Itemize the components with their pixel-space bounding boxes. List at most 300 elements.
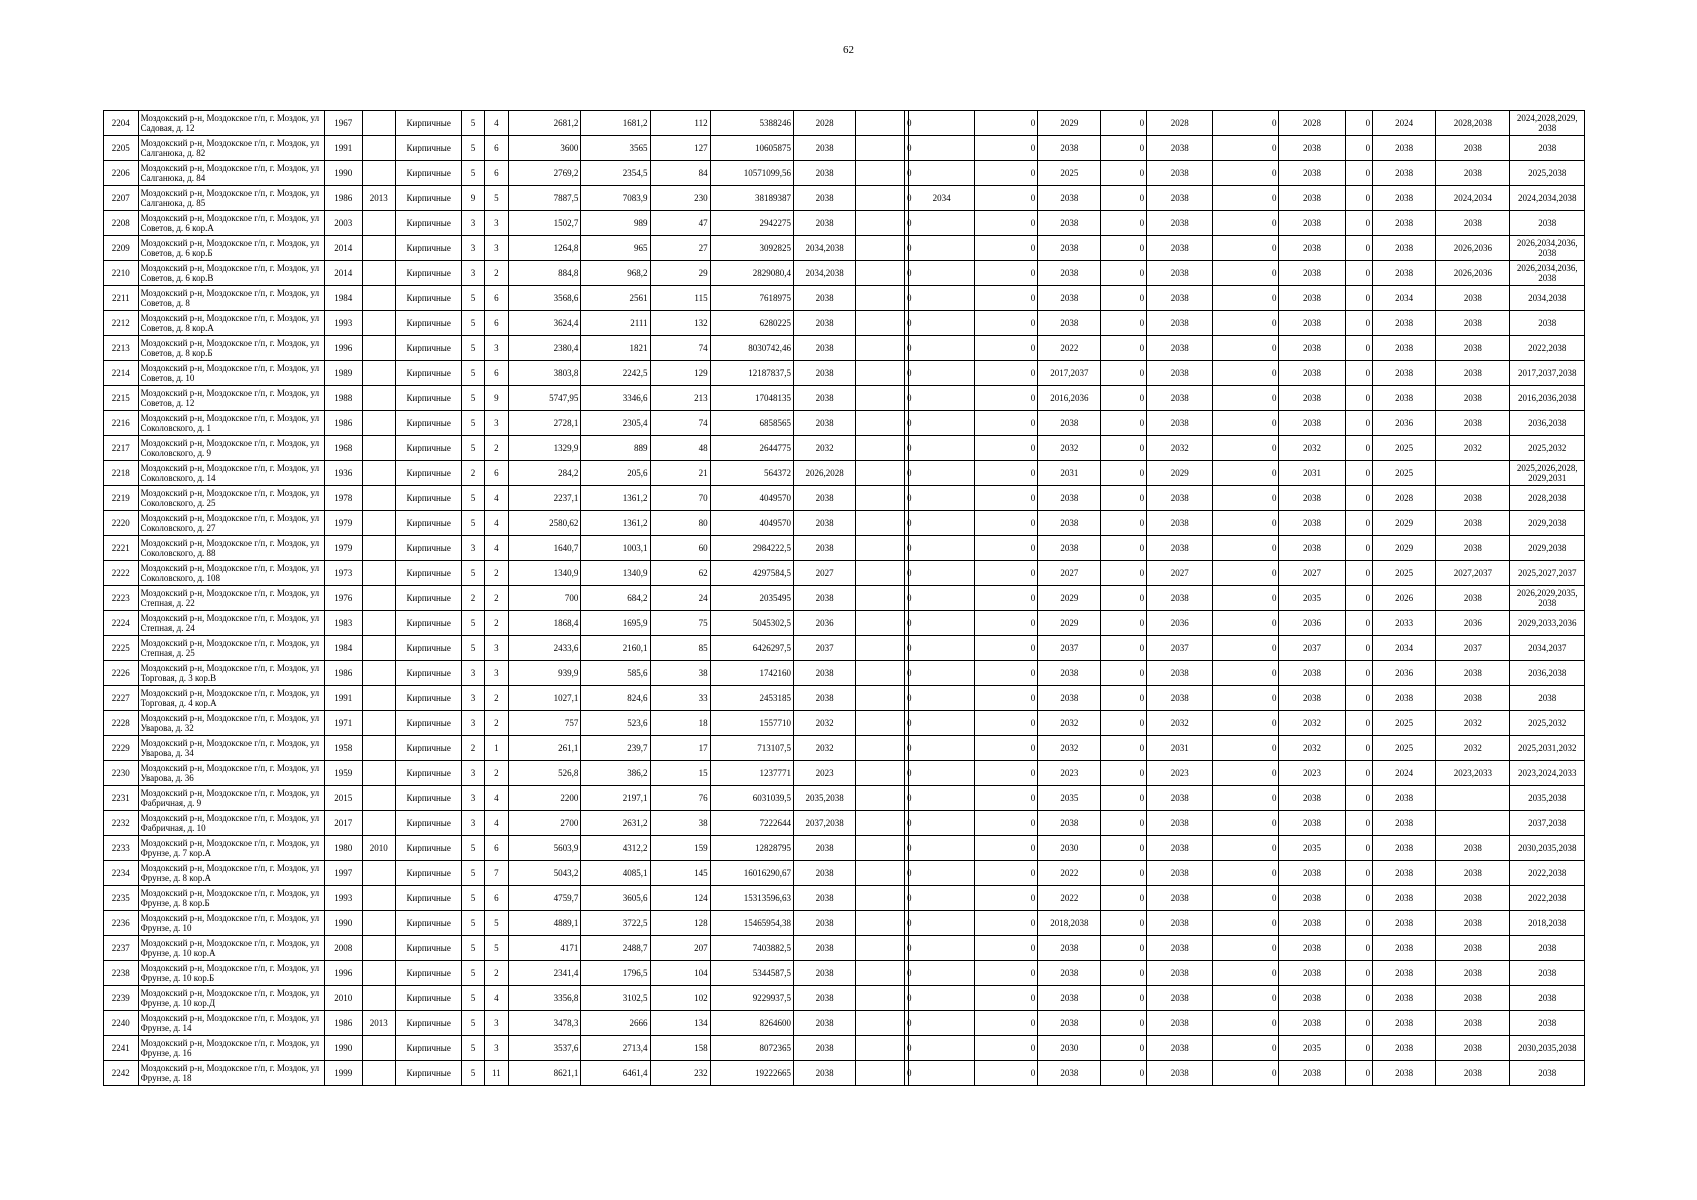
table-cell	[909, 886, 975, 911]
table-cell: Кирпичные	[396, 786, 462, 811]
table-cell: 6	[484, 161, 508, 186]
table-cell: 5	[462, 111, 484, 136]
table-cell: 2038	[1279, 236, 1345, 261]
table-cell: 2038	[1436, 311, 1510, 336]
table-cell: 2026,2034,2036, 2038	[1510, 236, 1585, 261]
table-cell: 0	[975, 111, 1038, 136]
table-row	[104, 361, 1585, 386]
table-cell: 2037,2038	[794, 811, 856, 836]
table-cell: 0	[1213, 136, 1279, 161]
table-cell: 2229	[104, 736, 139, 761]
table-cell: 0	[904, 536, 908, 561]
table-cell: 2038	[1373, 236, 1436, 261]
table-cell: 2028	[1147, 111, 1213, 136]
table-cell: 0	[1213, 911, 1279, 936]
table-cell: 0	[904, 411, 908, 436]
table-cell: 0	[1345, 136, 1372, 161]
table-cell: 1993	[324, 311, 362, 336]
table-cell	[856, 636, 905, 661]
table-cell: 6	[484, 836, 508, 861]
table-cell: 2	[484, 961, 508, 986]
table-cell: 0	[1101, 861, 1147, 886]
table-cell: 2029	[1373, 511, 1436, 536]
table-cell: 0	[904, 511, 908, 536]
table-cell	[362, 311, 396, 336]
table-cell: 0	[1101, 636, 1147, 661]
table-cell	[362, 911, 396, 936]
table-cell: 2038	[1373, 961, 1436, 986]
table-cell: 2025	[1373, 561, 1436, 586]
table-cell: 0	[975, 211, 1038, 236]
table-cell: 5	[462, 311, 484, 336]
table-cell	[362, 936, 396, 961]
table-cell: 127	[650, 136, 710, 161]
table-cell: 2038	[1373, 361, 1436, 386]
table-cell: 0	[1101, 761, 1147, 786]
table-cell	[856, 961, 905, 986]
table-row	[104, 811, 1585, 836]
table-cell: 2038	[1147, 286, 1213, 311]
table-cell: 0	[1345, 686, 1372, 711]
table-cell: 2232	[104, 811, 139, 836]
table-cell	[362, 811, 396, 836]
table-cell: 2038	[794, 836, 856, 861]
table-cell: 2380,4	[509, 336, 581, 361]
table-cell: 7618975	[710, 286, 793, 311]
table-cell: 2029	[1373, 536, 1436, 561]
table-cell: 158	[650, 1036, 710, 1061]
table-cell: 2029,2038	[1510, 536, 1585, 561]
table-cell: 2666	[581, 1011, 650, 1036]
table-cell: 2208	[104, 211, 139, 236]
table-cell: 2038	[1436, 136, 1510, 161]
table-cell: 17	[650, 736, 710, 761]
table-cell: 3	[484, 336, 508, 361]
table-cell: 2035	[1279, 1036, 1345, 1061]
table-cell: 2038	[1373, 811, 1436, 836]
table-cell: Моздокский р-н, Моздокское г/п, г. Моздок, ул Соколовского, д. 27	[138, 511, 324, 536]
table-cell: 0	[1101, 886, 1147, 911]
table-cell: 0	[1101, 236, 1147, 261]
table-cell: 15	[650, 761, 710, 786]
table-row	[104, 436, 1585, 461]
table-cell	[1436, 786, 1510, 811]
table-cell: 0	[1213, 461, 1279, 486]
table-cell: 4312,2	[581, 836, 650, 861]
table-cell: 2028	[1373, 486, 1436, 511]
table-cell: 205,6	[581, 461, 650, 486]
table-cell: 0	[904, 786, 908, 811]
table-cell: 2032	[1038, 736, 1101, 761]
table-cell: 3	[484, 1036, 508, 1061]
table-cell	[362, 136, 396, 161]
table-cell: 5	[462, 136, 484, 161]
table-cell: 2038	[794, 1011, 856, 1036]
table-cell: 2235	[104, 886, 139, 911]
table-cell: 2038	[1038, 936, 1101, 961]
table-cell: 2030	[1038, 836, 1101, 861]
table-cell: 2038	[1147, 311, 1213, 336]
table-cell: 526,8	[509, 761, 581, 786]
table-row	[104, 461, 1585, 486]
table-cell: 0	[1101, 411, 1147, 436]
table-cell: 0	[1213, 986, 1279, 1011]
table-cell: 3	[484, 661, 508, 686]
table-cell: 1990	[324, 911, 362, 936]
table-cell: 939,9	[509, 661, 581, 686]
housing-table-wrapper	[103, 110, 1585, 1086]
table-cell: 2038	[1147, 361, 1213, 386]
page-number: 62	[843, 44, 854, 56]
table-cell	[856, 611, 905, 636]
table-cell: 0	[1213, 311, 1279, 336]
table-cell: Моздокский р-н, Моздокское г/п, г. Моздок, ул Степная, д. 25	[138, 636, 324, 661]
table-cell	[1436, 811, 1510, 836]
table-cell: 1989	[324, 361, 362, 386]
table-cell: 2984222,5	[710, 536, 793, 561]
table-cell: 3565	[581, 136, 650, 161]
table-cell: 2038	[1279, 336, 1345, 361]
table-row	[104, 986, 1585, 1011]
table-cell: Кирпичные	[396, 361, 462, 386]
table-cell: 2028	[1279, 111, 1345, 136]
table-cell	[362, 361, 396, 386]
table-cell: 2214	[104, 361, 139, 386]
table-cell: 2038	[1373, 836, 1436, 861]
table-cell: 1980	[324, 836, 362, 861]
table-cell: 261,1	[509, 736, 581, 761]
table-cell: 0	[1345, 861, 1372, 886]
table-cell: 4889,1	[509, 911, 581, 936]
table-cell	[909, 111, 975, 136]
table-cell: 2038	[794, 386, 856, 411]
table-cell: 2728,1	[509, 411, 581, 436]
table-cell: 0	[1101, 436, 1147, 461]
table-cell: 3	[462, 711, 484, 736]
table-cell: 2038	[1436, 961, 1510, 986]
table-cell: 2038	[1436, 211, 1510, 236]
table-cell: 2024,2034	[1436, 186, 1510, 211]
table-cell: 2029,2038	[1510, 511, 1585, 536]
table-cell: 2038	[1373, 311, 1436, 336]
table-cell: 0	[904, 136, 908, 161]
table-cell: 0	[1101, 461, 1147, 486]
table-cell	[362, 861, 396, 886]
table-cell: 4759,7	[509, 886, 581, 911]
table-cell: 0	[1213, 936, 1279, 961]
table-cell: 2038	[794, 161, 856, 186]
table-row	[104, 536, 1585, 561]
table-cell: 1796,5	[581, 961, 650, 986]
table-cell: Моздокский р-н, Моздокское г/п, г. Моздок, ул Советов, д. 10	[138, 361, 324, 386]
table-cell: 0	[1345, 161, 1372, 186]
table-cell: 10605875	[710, 136, 793, 161]
table-cell: 2036	[1147, 611, 1213, 636]
table-cell: 145	[650, 861, 710, 886]
table-cell: 1361,2	[581, 486, 650, 511]
table-cell	[856, 861, 905, 886]
table-cell: 2038	[1436, 836, 1510, 861]
table-cell: 2205	[104, 136, 139, 161]
table-cell: 0	[1213, 961, 1279, 986]
table-cell: 6	[484, 286, 508, 311]
table-cell: Моздокский р-н, Моздокское г/п, г. Моздок, ул Советов, д. 6 кор.А	[138, 211, 324, 236]
table-cell: 5	[462, 911, 484, 936]
table-cell	[909, 686, 975, 711]
table-cell	[909, 586, 975, 611]
table-cell: Кирпичные	[396, 386, 462, 411]
table-cell: 0	[904, 811, 908, 836]
table-cell: 5	[462, 636, 484, 661]
table-cell: 2013	[362, 186, 396, 211]
table-cell	[856, 486, 905, 511]
table-cell: 33	[650, 686, 710, 711]
table-cell: Кирпичные	[396, 461, 462, 486]
table-cell: 0	[1101, 811, 1147, 836]
table-cell: 2038	[1147, 1011, 1213, 1036]
table-cell: 2037	[794, 636, 856, 661]
table-cell: 2028	[794, 111, 856, 136]
table-cell	[856, 311, 905, 336]
table-cell: 0	[1213, 886, 1279, 911]
table-cell: 0	[1213, 836, 1279, 861]
table-cell: 684,2	[581, 586, 650, 611]
table-cell: 0	[904, 236, 908, 261]
table-cell: 5043,2	[509, 861, 581, 886]
table-cell: Моздокский р-н, Моздокское г/п, г. Моздок, ул Степная, д. 24	[138, 611, 324, 636]
table-cell: 2038	[1147, 386, 1213, 411]
table-cell: 3	[462, 261, 484, 286]
table-cell: 0	[975, 136, 1038, 161]
table-cell: 5	[462, 386, 484, 411]
table-cell: 2038	[1436, 336, 1510, 361]
table-cell: 2038	[794, 411, 856, 436]
table-row	[104, 686, 1585, 711]
table-cell: 2023,2024,2033	[1510, 761, 1585, 786]
table-cell: 2038	[794, 361, 856, 386]
table-cell: 0	[975, 511, 1038, 536]
table-cell: 2038	[1147, 936, 1213, 961]
table-cell: 2213	[104, 336, 139, 361]
table-cell: 2038	[1147, 986, 1213, 1011]
table-cell: 0	[1345, 661, 1372, 686]
table-cell: 1967	[324, 111, 362, 136]
table-cell: 2	[484, 611, 508, 636]
table-cell: 2035	[1279, 586, 1345, 611]
table-cell: 0	[1213, 186, 1279, 211]
table-row	[104, 761, 1585, 786]
table-cell: 0	[975, 661, 1038, 686]
table-cell	[909, 386, 975, 411]
table-row	[104, 161, 1585, 186]
table-cell: 2038	[1038, 961, 1101, 986]
table-cell: 0	[904, 1061, 908, 1086]
table-cell: 2018,2038	[1510, 911, 1585, 936]
table-cell	[362, 661, 396, 686]
table-cell: Кирпичные	[396, 936, 462, 961]
table-cell: Кирпичные	[396, 1061, 462, 1086]
table-cell: 2038	[1279, 411, 1345, 436]
table-cell	[909, 711, 975, 736]
table-cell: 0	[1213, 811, 1279, 836]
table-cell: 2038	[1038, 486, 1101, 511]
table-cell: 0	[1101, 711, 1147, 736]
table-cell: 2237,1	[509, 486, 581, 511]
table-cell: 1978	[324, 486, 362, 511]
table-cell: 2038	[1373, 886, 1436, 911]
table-cell: 2035	[1279, 836, 1345, 861]
table-cell: 2034	[1373, 286, 1436, 311]
table-cell: 2038	[1373, 911, 1436, 936]
table-cell: Кирпичные	[396, 1011, 462, 1036]
table-cell: 2031	[1279, 461, 1345, 486]
table-cell: 2038	[1038, 186, 1101, 211]
table-cell: 16016290,67	[710, 861, 793, 886]
table-cell: 2212	[104, 311, 139, 336]
table-cell	[362, 236, 396, 261]
table-cell: 0	[904, 586, 908, 611]
table-cell: 38189387	[710, 186, 793, 211]
table-cell: 5	[462, 161, 484, 186]
table-cell: 3102,5	[581, 986, 650, 1011]
table-cell: 0	[1213, 636, 1279, 661]
table-cell: 1329,9	[509, 436, 581, 461]
table-cell: 1984	[324, 636, 362, 661]
table-cell: 1	[484, 736, 508, 761]
table-cell: 2231	[104, 786, 139, 811]
table-cell: 2433,6	[509, 636, 581, 661]
table-cell: 2038	[1038, 536, 1101, 561]
table-cell: 2222	[104, 561, 139, 586]
table-cell: 2224	[104, 611, 139, 636]
table-cell: Моздокский р-н, Моздокское г/п, г. Моздок, ул Салганюка, д. 82	[138, 136, 324, 161]
table-cell: 2	[484, 686, 508, 711]
table-cell: 2025,2027,2037	[1510, 561, 1585, 586]
table-cell: 2038	[1147, 886, 1213, 911]
table-cell: 2036	[1373, 411, 1436, 436]
table-cell: 2038	[794, 336, 856, 361]
table-cell: 0	[1345, 561, 1372, 586]
table-cell	[909, 161, 975, 186]
table-cell: 2038	[1147, 686, 1213, 711]
table-cell	[909, 211, 975, 236]
table-cell: Моздокский р-н, Моздокское г/п, г. Моздок, ул Соколовского, д. 108	[138, 561, 324, 586]
table-cell: 2038	[794, 1036, 856, 1061]
table-cell: 6	[484, 461, 508, 486]
table-cell: 2038	[1147, 861, 1213, 886]
table-cell: 0	[975, 386, 1038, 411]
table-cell: 2024,2034,2038	[1510, 186, 1585, 211]
table-cell: 0	[1101, 186, 1147, 211]
table-cell: 2038	[1038, 1061, 1101, 1086]
table-cell: 213	[650, 386, 710, 411]
table-cell: 2038	[1373, 986, 1436, 1011]
table-cell: 0	[1101, 386, 1147, 411]
table-cell: 968,2	[581, 261, 650, 286]
table-cell: 1997	[324, 861, 362, 886]
table-cell	[362, 711, 396, 736]
table-cell: 0	[1213, 211, 1279, 236]
table-cell: Кирпичные	[396, 836, 462, 861]
table-cell: 1003,1	[581, 536, 650, 561]
table-cell: 2034,2038	[794, 236, 856, 261]
table-cell: 2453185	[710, 686, 793, 711]
table-cell: 2023	[1147, 761, 1213, 786]
table-cell: 2025	[1038, 161, 1101, 186]
table-cell: 2037,2038	[1510, 811, 1585, 836]
table-cell: Моздокский р-н, Моздокское г/п, г. Моздок, ул Советов, д. 8	[138, 286, 324, 311]
table-cell: Кирпичные	[396, 136, 462, 161]
table-cell: 0	[1213, 1061, 1279, 1086]
table-cell: 2038	[1373, 1061, 1436, 1086]
table-cell: 2207	[104, 186, 139, 211]
table-cell: 0	[1345, 361, 1372, 386]
table-cell	[856, 336, 905, 361]
table-cell	[362, 386, 396, 411]
table-cell: 4085,1	[581, 861, 650, 886]
table-cell: 2034	[1373, 636, 1436, 661]
table-cell: 1986	[324, 1011, 362, 1036]
table-cell: Моздокский р-н, Моздокское г/п, г. Моздок, ул Фабричная, д. 9	[138, 786, 324, 811]
table-cell: 5	[462, 336, 484, 361]
table-cell: 2038	[1147, 511, 1213, 536]
table-cell: 2038	[1510, 936, 1585, 961]
table-cell: 5045302,5	[710, 611, 793, 636]
table-cell: 1027,1	[509, 686, 581, 711]
table-cell	[856, 511, 905, 536]
table-cell: 1991	[324, 686, 362, 711]
table-cell: 0	[1345, 761, 1372, 786]
table-cell: 1958	[324, 736, 362, 761]
table-cell: 0	[975, 586, 1038, 611]
table-cell: 2038	[1436, 411, 1510, 436]
table-cell	[1436, 461, 1510, 486]
table-cell: 3537,6	[509, 1036, 581, 1061]
table-cell	[362, 561, 396, 586]
table-cell	[362, 211, 396, 236]
table-cell: 2032	[1038, 711, 1101, 736]
table-row	[104, 1061, 1585, 1086]
table-cell: 889	[581, 436, 650, 461]
table-cell: 2038	[794, 1061, 856, 1086]
table-cell: 62	[650, 561, 710, 586]
table-cell: 0	[904, 761, 908, 786]
table-cell: 0	[904, 1036, 908, 1061]
table-cell: 0	[975, 886, 1038, 911]
table-cell: 0	[904, 561, 908, 586]
table-cell: 0	[1345, 511, 1372, 536]
table-cell: 0	[1345, 1061, 1372, 1086]
table-cell: 2032	[794, 736, 856, 761]
table-cell: 0	[1345, 261, 1372, 286]
table-cell: 0	[1101, 511, 1147, 536]
table-cell: 2032	[1147, 711, 1213, 736]
table-cell: Моздокский р-н, Моздокское г/п, г. Моздок, ул Советов, д. 12	[138, 386, 324, 411]
table-cell: 2034,2038	[794, 261, 856, 286]
table-cell: 134	[650, 1011, 710, 1036]
table-cell: Моздокский р-н, Моздокское г/п, г. Моздок, ул Фрунзе, д. 18	[138, 1061, 324, 1086]
table-cell: 0	[1213, 536, 1279, 561]
table-cell: 2240	[104, 1011, 139, 1036]
table-cell: 1640,7	[509, 536, 581, 561]
table-cell: 2219	[104, 486, 139, 511]
table-cell: 2038	[1373, 336, 1436, 361]
table-cell: 2038	[1279, 961, 1345, 986]
table-cell: 3	[484, 1011, 508, 1036]
table-cell: 1340,9	[581, 561, 650, 586]
table-cell: Кирпичные	[396, 761, 462, 786]
table-cell: 230	[650, 186, 710, 211]
